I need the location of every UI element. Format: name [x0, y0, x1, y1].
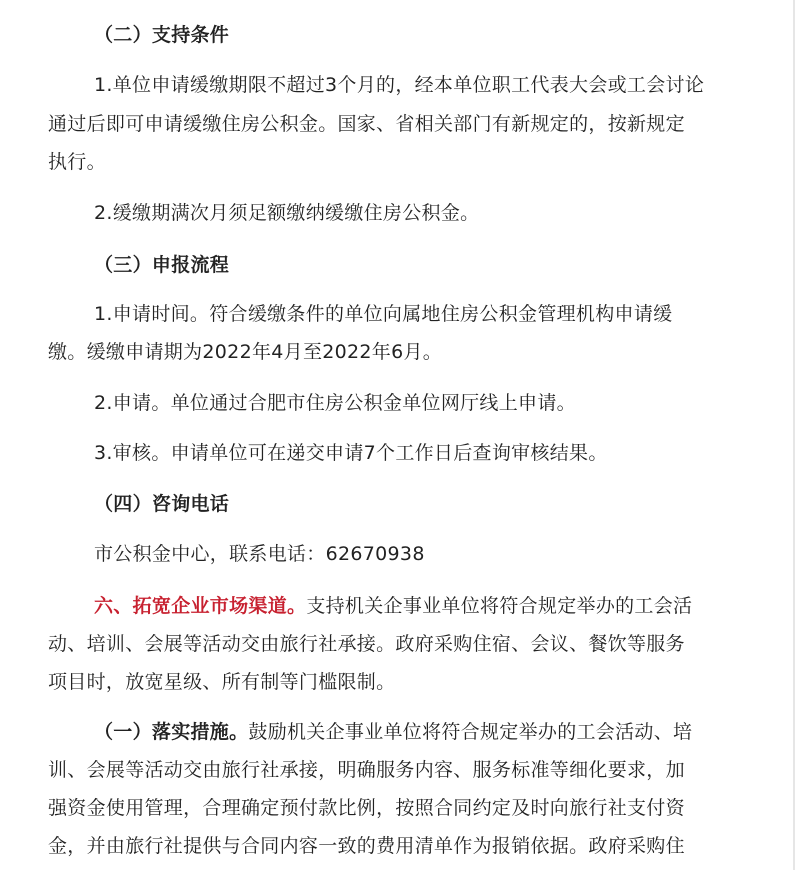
- paragraph-text: 支持机关企事业单位将符合规定举办的工会活: [306, 595, 693, 617]
- paragraph-line: 2.申请。单位通过合肥市住房公积金单位网厅线上申请。: [94, 392, 576, 414]
- paragraph-line: 3.审核。申请单位可在递交申请7个工作日后查询审核结果。: [94, 442, 608, 464]
- paragraph-line: 1.申请时间。符合缓缴条件的单位向属地住房公积金管理机构申请缓: [94, 303, 673, 325]
- paragraph-line: 项目时，放宽星级、所有制等门槛限制。: [48, 671, 396, 693]
- paragraph-line: 动、培训、会展等活动交由旅行社承接。政府采购住宿、会议、餐饮等服务: [48, 633, 685, 655]
- subsection-lead: （一）落实措施。: [94, 721, 249, 743]
- paragraph-line: [94, 593, 692, 619]
- paragraph-line: 2.缓缴期满次月须足额缴纳缓缴住房公积金。: [94, 202, 480, 224]
- paragraph-line: [94, 719, 692, 745]
- paragraph-line: 训、会展等活动交由旅行社承接，明确服务内容、服务标准等细化要求，加: [48, 759, 685, 781]
- paragraph-line: 通过后即可申请缓缴住房公积金。国家、省相关部门有新规定的，按新规定: [48, 113, 685, 135]
- paragraph-line: 强资金使用管理，合理确定预付款比例，按照合同约定及时向旅行社支付资: [48, 797, 685, 819]
- paragraph-line: 执行。: [48, 151, 106, 173]
- contact-phone-line: 市公积金中心，联系电话：62670938: [94, 543, 425, 565]
- section-heading-consult-phone: （四）咨询电话: [94, 493, 230, 515]
- section-heading-application-process: （三）申报流程: [94, 254, 230, 276]
- paragraph-line: 缴。缓缴申请期为2022年4月至2022年6月。: [48, 341, 443, 363]
- section-heading-support-conditions: （二）支持条件: [94, 24, 230, 46]
- paragraph-line: 金，并由旅行社提供与合同内容一致的费用清单作为报销依据。政府采购住: [48, 835, 685, 857]
- paragraph-text: 鼓励机关企事业单位将符合规定举办的工会活动、培: [248, 721, 693, 743]
- paragraph-line: 1.单位申请缓缴期限不超过3个月的，经本单位职工代表大会或工会讨论: [94, 74, 705, 96]
- section-six-lead: 六、拓宽企业市场渠道。: [94, 595, 307, 617]
